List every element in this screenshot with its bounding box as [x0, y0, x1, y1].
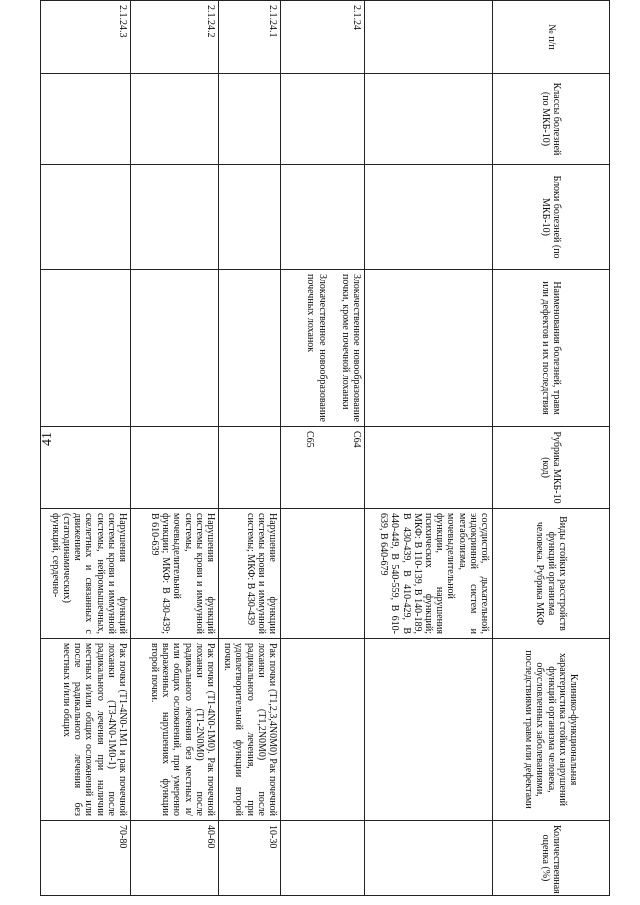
cell-clinical [365, 639, 493, 821]
cell-name [281, 270, 365, 427]
cell-types [281, 509, 365, 639]
cell-rubric [41, 427, 131, 509]
cell-num: 2.1.24.2 [131, 1, 219, 74]
cell-num [365, 1, 493, 74]
disease-name-pelvis: Злокачественное новообразование почечных лоханок [305, 274, 328, 422]
cell-types: Нарушения функций системы крови и иммунной системы, нейромышечных, скелетных и связанных с движением (статодинамических) функций, сердечно- [41, 509, 131, 639]
cell-clinical: Рак почки (Т1-4N0-1M1 и рак почечной лоханки (Т3-4N0-1M0-1) после радикального лечения при наличии местных и/или общих осложнений или после радикального лечения без местных и/или общих [41, 639, 131, 821]
cell-blocks [281, 165, 365, 270]
header-clinical: Клинико-функциональная характеристика стойких нарушений функций организма человека, обусловленных заболеваниями, последствиями травм или дефектами [493, 639, 610, 821]
table-header-row [493, 1, 610, 896]
cell-score: 40-60 [131, 821, 219, 896]
table-row [281, 1, 365, 896]
cell-classes [41, 74, 131, 165]
rubric-code-c64: C64 [351, 431, 362, 448]
cell-name [365, 270, 493, 427]
header-types: Виды стойких расстройств функций организма человека. Рубрика МКФ [493, 509, 610, 639]
disability-assessment-table [40, 0, 610, 896]
header-name: Наименования болезней, травм или дефектов и их последствия [493, 270, 610, 427]
cell-blocks [41, 165, 131, 270]
cell-clinical: Рак почки (Т1-4N0-1M0). Рак почечной лоханки (Т1-2N0M0) после радикального лечения без местных и/или общих осложнений, при умеренно выраженных нарушениях функции второй почки. [131, 639, 219, 821]
cell-rubric [281, 427, 365, 509]
cell-num: 2.1.24.3 [41, 1, 131, 74]
cell-classes [281, 74, 365, 165]
cell-name [41, 270, 131, 427]
cell-rubric [365, 427, 493, 509]
cell-types: сосудистой, дыхательной, эндокринной систем и метаболизма, мочевыделительной функции, нарушения психических функций; МКФ: В 110-139, В 140-189, В 430-439, В 410-429, В 440-449, В 540-559, В 610-639, В 640-679 [365, 509, 493, 639]
disability-table-area [49, 0, 610, 895]
cell-clinical [281, 639, 365, 821]
cell-score [365, 821, 493, 896]
cell-num: 2.1.24.1 [219, 1, 281, 74]
cell-blocks [219, 165, 281, 270]
cell-types: Нарушения функций системы крови и иммунной системы, мочевыделительной функции; МКФ: В 430-439; В 610-639 [131, 509, 219, 639]
cell-rubric [219, 427, 281, 509]
cell-score [281, 821, 365, 896]
cell-name [131, 270, 219, 427]
rubric-code-c65: C65 [303, 431, 315, 448]
cell-name [219, 270, 281, 427]
table-row [219, 1, 281, 896]
cell-num: 2.1.24 [281, 1, 365, 74]
header-score: Количественная оценка (%) [493, 821, 610, 896]
page-number: 41 [40, 432, 55, 446]
header-rubric: Рубрика МКБ-10 (код) [493, 427, 610, 509]
cell-classes [365, 74, 493, 165]
table-row [41, 1, 131, 896]
header-num: № п/п [493, 1, 610, 74]
cell-score: 70-80 [41, 821, 131, 896]
disease-name-kidney: Злокачественное новообразование почки, кроме почечной лоханки [339, 274, 362, 422]
cell-blocks [131, 165, 219, 270]
cell-rubric [131, 427, 219, 509]
spacer [328, 274, 340, 422]
spacer [315, 431, 351, 504]
cell-types: Нарушение функции системы крови и иммунной системы; МКФ: В 430-439 [219, 509, 281, 639]
cell-blocks [365, 165, 493, 270]
cell-classes [219, 74, 281, 165]
header-classes: Классы болезней (по МКБ-10) [493, 74, 610, 165]
cell-score: 10-30 [219, 821, 281, 896]
table-row [365, 1, 493, 896]
table-row [131, 1, 219, 896]
header-blocks: Блоки болезней (по МКБ-10) [493, 165, 610, 270]
cell-clinical: Рак почки (Т1,2,3,4N0M0) Рак почечной лоханки (Т1,2N0M0) после радикального лечения, при удовлетворительной функции второй почки. [219, 639, 281, 821]
cell-classes [131, 74, 219, 165]
